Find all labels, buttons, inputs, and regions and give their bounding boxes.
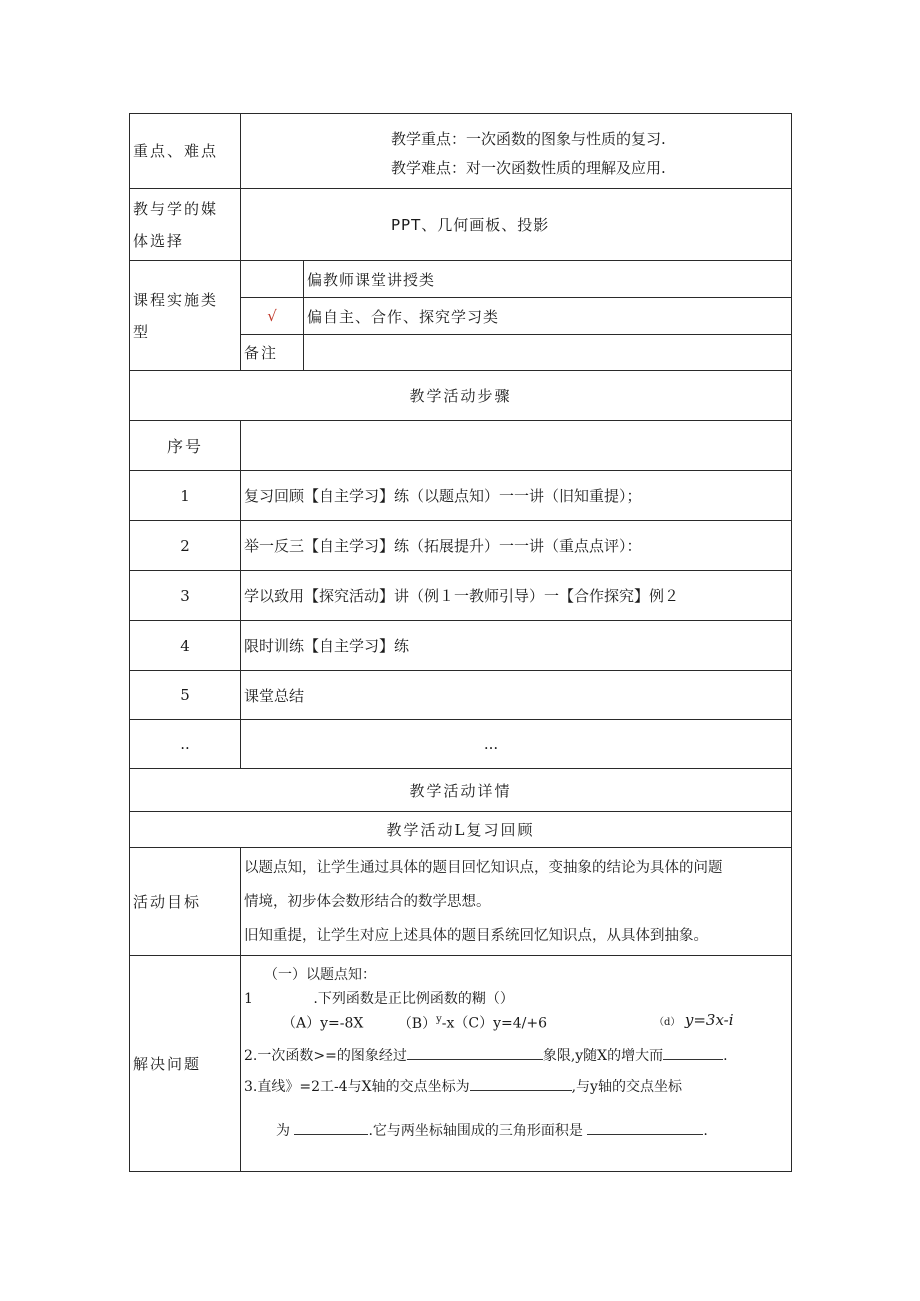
step-text: 学以致用【探究活动】讲（例１一教师引导）一【合作探究】例２ xyxy=(241,571,792,621)
steps-header-blank xyxy=(241,421,792,471)
steps-header-label: 序号 xyxy=(130,421,241,471)
step-row xyxy=(130,571,792,621)
course-option-mark xyxy=(241,261,304,298)
media-value: PPT、几何画板、投影 xyxy=(241,189,792,261)
option-d-formula: y=3x-i xyxy=(684,1011,734,1029)
steps-header-row xyxy=(130,421,792,471)
step-row xyxy=(130,471,792,521)
goal-label: 活动目标 xyxy=(130,848,241,956)
step-number: 4 xyxy=(130,621,241,671)
option-a: （A）y=-8X xyxy=(282,1015,364,1032)
remark-value xyxy=(304,335,792,371)
course-type-row-1 xyxy=(130,261,792,298)
option-d xyxy=(654,1010,734,1033)
answer-blank[interactable] xyxy=(294,1120,368,1135)
option-b-rest: -x（C）y=4/+6 xyxy=(441,1015,548,1032)
activity-title: 教学活动L复习回顾 xyxy=(130,812,792,848)
media-label-line2: 体选择 xyxy=(133,231,185,250)
key-points-content xyxy=(241,114,792,189)
media-label xyxy=(130,189,241,261)
details-title: 教学活动详情 xyxy=(130,769,792,812)
question-1-options xyxy=(244,1010,791,1034)
solve-row xyxy=(130,956,792,1172)
question-2-text-c: . xyxy=(723,1047,728,1064)
step-ellipsis-text: ... xyxy=(241,720,792,769)
course-type-label xyxy=(130,261,241,371)
solve-label: 解决问题 xyxy=(130,956,241,1172)
question-4-text-a: 为 xyxy=(276,1122,290,1139)
course-option-text: 偏自主、合作、探究学习类 xyxy=(304,298,792,335)
goal-line: 旧知重提，让学生对应上述具体的题目系统回忆知识点，从具体到抽象。 xyxy=(244,927,708,944)
course-type-label-line2: 型 xyxy=(133,322,151,341)
question-3-text-b: ,与y轴的交点坐标 xyxy=(571,1078,682,1095)
question-4-text-b: .它与两坐标轴围成的三角形面积是 xyxy=(368,1122,583,1139)
course-type-label-line1: 课程实施类 xyxy=(133,290,219,309)
course-option-mark-checked: √ xyxy=(241,298,304,335)
step-ellipsis-row xyxy=(130,720,792,769)
question-1-text: .下列函数是正比例函数的糊（） xyxy=(313,991,514,1007)
course-option-text: 偏教师课堂讲授类 xyxy=(304,261,792,298)
step-row xyxy=(130,521,792,571)
key-points-row xyxy=(130,114,792,189)
question-1-number: 1 xyxy=(244,991,253,1007)
question-4-text-c: . xyxy=(703,1122,708,1139)
step-text: 限时训练【自主学习】练 xyxy=(241,621,792,671)
question-2 xyxy=(244,1038,791,1074)
answer-blank[interactable] xyxy=(587,1120,703,1135)
step-number: 1 xyxy=(130,471,241,521)
details-title-row xyxy=(130,769,792,812)
teaching-focus: 教学重点：一次函数的图象与性质的复习. xyxy=(391,130,666,148)
activity-title-row xyxy=(130,812,792,848)
section-heading: （一）以题点知： xyxy=(264,967,376,983)
remark-label: 备注 xyxy=(241,335,304,371)
teaching-difficulty: 教学难点：对一次函数性质的理解及应用. xyxy=(391,159,666,177)
answer-blank[interactable] xyxy=(663,1045,723,1060)
step-number: 2 xyxy=(130,521,241,571)
option-d-prefix: （d） xyxy=(654,1017,681,1028)
answer-blank[interactable] xyxy=(407,1045,543,1060)
media-label-line1: 教与学的媒 xyxy=(133,199,219,218)
question-1 xyxy=(244,988,791,1010)
step-ellipsis-number: .. xyxy=(130,720,241,769)
question-3 xyxy=(244,1074,791,1100)
goal-line: 情境，初步体会数形结合的数学思想。 xyxy=(244,893,491,910)
option-b-sup: y xyxy=(436,1014,442,1025)
media-row xyxy=(130,189,792,261)
step-row xyxy=(130,671,792,720)
option-b-prefix: （B） xyxy=(397,1015,437,1032)
key-points-label: 重点、难点 xyxy=(130,114,241,189)
steps-title: 教学活动步骤 xyxy=(130,371,792,421)
question-2-text-b: 象限,y随X的增大而 xyxy=(542,1047,664,1064)
step-number: 3 xyxy=(130,571,241,621)
step-number: 5 xyxy=(130,671,241,720)
goal-content xyxy=(241,848,792,956)
question-4 xyxy=(244,1118,791,1144)
answer-blank[interactable] xyxy=(470,1076,572,1091)
question-3-text-a: 3.直线》=2工-4与X轴的交点坐标为 xyxy=(244,1078,470,1095)
question-2-text-a: 2.一次函数>=的图象经过 xyxy=(244,1047,407,1064)
step-text: 举一反三【自主学习】练（拓展提升）一一讲（重点点评）： xyxy=(241,521,792,571)
step-row xyxy=(130,621,792,671)
steps-title-row xyxy=(130,371,792,421)
lesson-plan-table xyxy=(129,113,792,1172)
solve-content xyxy=(241,956,792,1172)
goal-line: 以题点知，让学生通过具体的题目回忆知识点，变抽象的结论为具体的问题 xyxy=(244,859,723,876)
goal-row xyxy=(130,848,792,956)
step-text: 复习回顾【自主学习】练（以题点知）一一讲（旧知重提）； xyxy=(241,471,792,521)
step-text: 课堂总结 xyxy=(241,671,792,720)
